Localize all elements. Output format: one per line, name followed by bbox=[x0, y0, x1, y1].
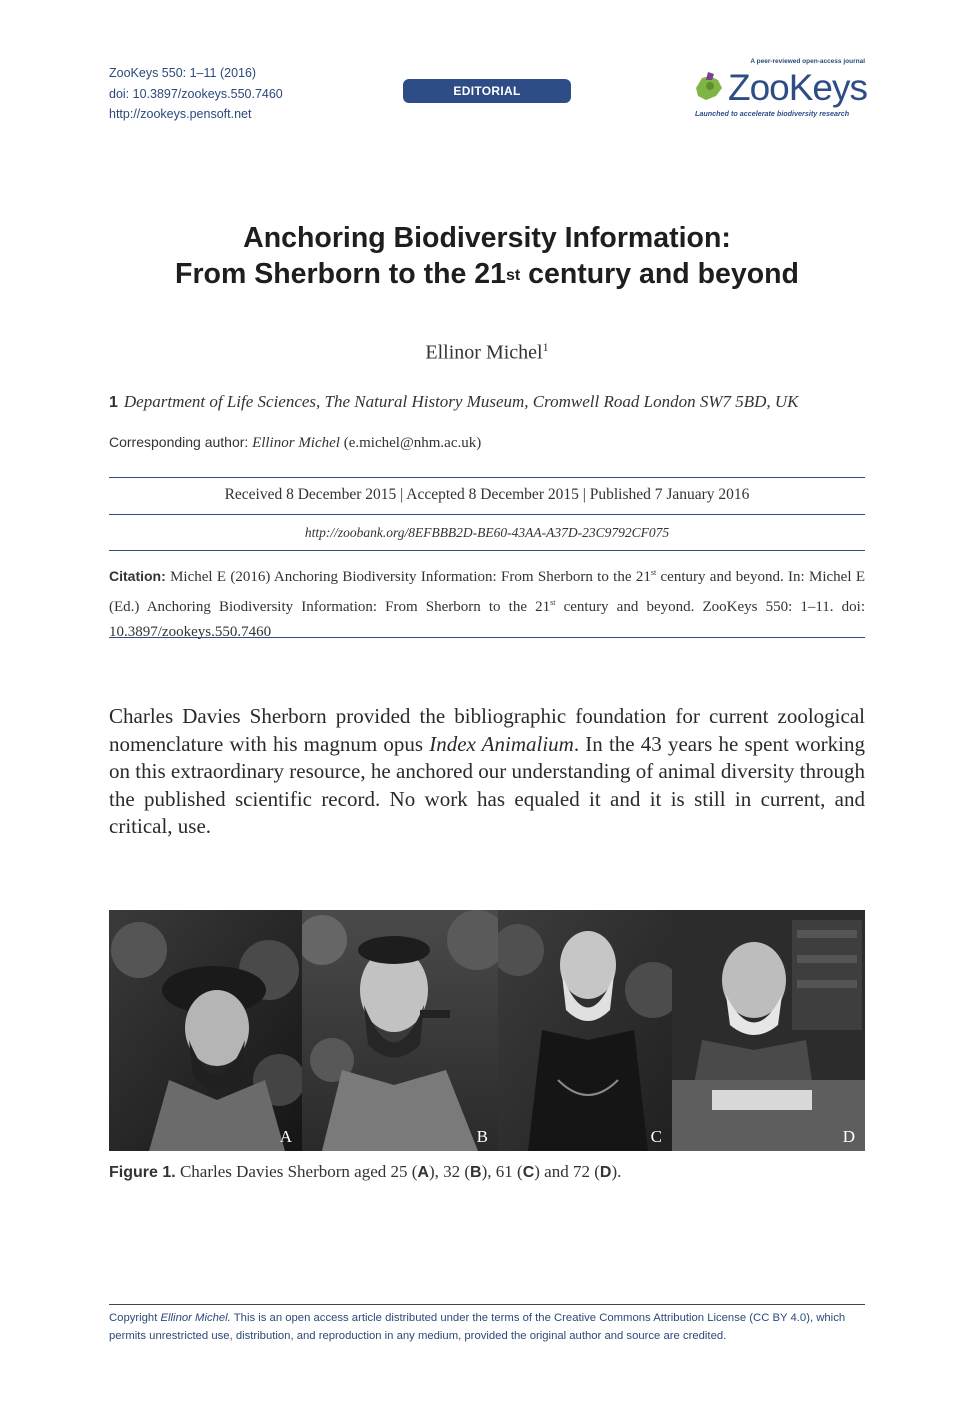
journal-logo bbox=[690, 58, 868, 122]
logo-name: ZooKeys bbox=[728, 67, 868, 108]
logo-tagline: A peer-reviewed open-access journal bbox=[750, 58, 865, 65]
caption-label: Figure 1. bbox=[109, 1164, 176, 1181]
author-affiliation-ref: 1 bbox=[542, 340, 549, 354]
citation-part-b: century and beyond. In: Michel E (Ed.) Anchoring Biodiversity Information: From Sherborn to the 21 bbox=[109, 569, 866, 615]
panel-label-a: A bbox=[279, 1127, 292, 1146]
title-line-2 bbox=[109, 256, 865, 292]
figure-1 bbox=[109, 910, 865, 1151]
title-superscript: st bbox=[506, 267, 521, 284]
abstract-part-a: Charles Davies Sherborn provided the bibliographic foundation for current zoological nomenclature with his magnum opus bbox=[109, 704, 865, 756]
panel-label-d: D bbox=[842, 1127, 855, 1146]
title-line-1: Anchoring Biodiversity Information: bbox=[243, 222, 731, 254]
affiliation-text: Department of Life Sciences, The Natural History Museum, Cromwell Road London SW7 5BD, UK bbox=[123, 392, 799, 411]
abstract-part-b: . In the 43 years he spent working on this extraordinary resource, he anchored our understanding of animal diversity through the published scientific record. No work has equaled it and it is still in current, and critical, use. bbox=[109, 731, 865, 838]
article-title bbox=[109, 220, 865, 292]
logo-slogan: Launched to accelerate biodiversity research bbox=[695, 109, 850, 118]
caption-ref-d: D bbox=[599, 1164, 612, 1181]
portrait-a bbox=[109, 910, 302, 1151]
copyright-text: This is an open access article distributed under the terms of the Creative Commons Attribution License (CC BY 4.0), which permits unrestricted use, distribution, and reproduction in any medium, provided the original author and source are credited. bbox=[109, 1312, 846, 1342]
title-line-2-end: century and beyond bbox=[520, 258, 799, 290]
figure-panel-a bbox=[109, 910, 302, 1151]
zoobank-link[interactable]: http://zoobank.org/8EFBBB2D-BE60-43AA-A37D-23C9792CF075 bbox=[304, 525, 670, 540]
figure-panel-c bbox=[498, 910, 672, 1151]
portrait-b bbox=[302, 910, 498, 1151]
portrait-d bbox=[672, 910, 865, 1151]
copyright-prefix: Copyright bbox=[109, 1312, 161, 1324]
citation-part-a: Michel E (2016) Anchoring Biodiversity Information: From Sherborn to the 21 bbox=[165, 569, 651, 585]
corresponding-name: Ellinor Michel bbox=[252, 435, 340, 451]
caption-ref-b: B bbox=[470, 1164, 482, 1181]
corresponding-email[interactable]: (e.michel@nhm.ac.uk) bbox=[343, 435, 482, 451]
journal-url[interactable]: http://zookeys.pensoft.net bbox=[109, 107, 252, 121]
copyright-notice bbox=[109, 1309, 869, 1345]
corresponding-label: Corresponding author: bbox=[109, 434, 249, 450]
abstract-italic: Index Animalium bbox=[429, 731, 574, 756]
figure-caption bbox=[109, 1162, 621, 1182]
portrait-c bbox=[498, 910, 672, 1151]
caption-text-1: Charles Davies Sherborn aged 25 ( bbox=[175, 1162, 418, 1181]
citation-label: Citation: bbox=[109, 568, 166, 584]
caption-ref-c: C bbox=[522, 1164, 535, 1181]
figure-panel-b bbox=[302, 910, 498, 1151]
citation-part-c: century and beyond. ZooKeys 550: 1–11. doi: 10.3897/zookeys.550.7460 bbox=[109, 599, 866, 640]
panel-label-c: C bbox=[650, 1127, 662, 1146]
caption-text-2: ), 32 ( bbox=[428, 1162, 471, 1181]
copyright-holder: Ellinor Michel. bbox=[160, 1312, 231, 1324]
divider-top bbox=[109, 477, 865, 478]
divider-dates bbox=[109, 514, 865, 515]
abstract bbox=[109, 703, 865, 841]
citation bbox=[109, 560, 865, 645]
bug-icon bbox=[692, 66, 728, 106]
article-type-badge: EDITORIAL bbox=[403, 79, 571, 103]
divider-bottom bbox=[109, 637, 865, 638]
journal-volume: ZooKeys 550: 1–11 (2016) bbox=[109, 66, 257, 80]
citation-sup-1: st bbox=[650, 568, 657, 577]
caption-text-3: ), 61 ( bbox=[481, 1162, 523, 1181]
title-line-2-start: From Sherborn to the 21 bbox=[175, 258, 506, 290]
article-dates: Received 8 December 2015 | Accepted 8 December 2015 | Published 7 January 2016 bbox=[224, 486, 750, 503]
caption-text-5: ). bbox=[611, 1162, 622, 1181]
caption-text-4: ) and 72 ( bbox=[534, 1162, 600, 1181]
affiliation bbox=[109, 392, 799, 412]
citation-sup-2: st bbox=[550, 598, 556, 607]
figure-panel-d bbox=[672, 910, 865, 1151]
affiliation-number: 1 bbox=[109, 394, 118, 411]
panel-label-b: B bbox=[476, 1127, 488, 1146]
journal-info bbox=[109, 63, 283, 125]
corresponding-author bbox=[109, 434, 481, 452]
divider-zoobank bbox=[109, 550, 865, 551]
caption-ref-a: A bbox=[417, 1164, 429, 1181]
footer-divider bbox=[109, 1304, 865, 1305]
doi-link[interactable]: doi: 10.3897/zookeys.550.7460 bbox=[109, 86, 283, 101]
author-line bbox=[109, 340, 865, 365]
author-name[interactable]: Ellinor Michel bbox=[425, 341, 543, 364]
